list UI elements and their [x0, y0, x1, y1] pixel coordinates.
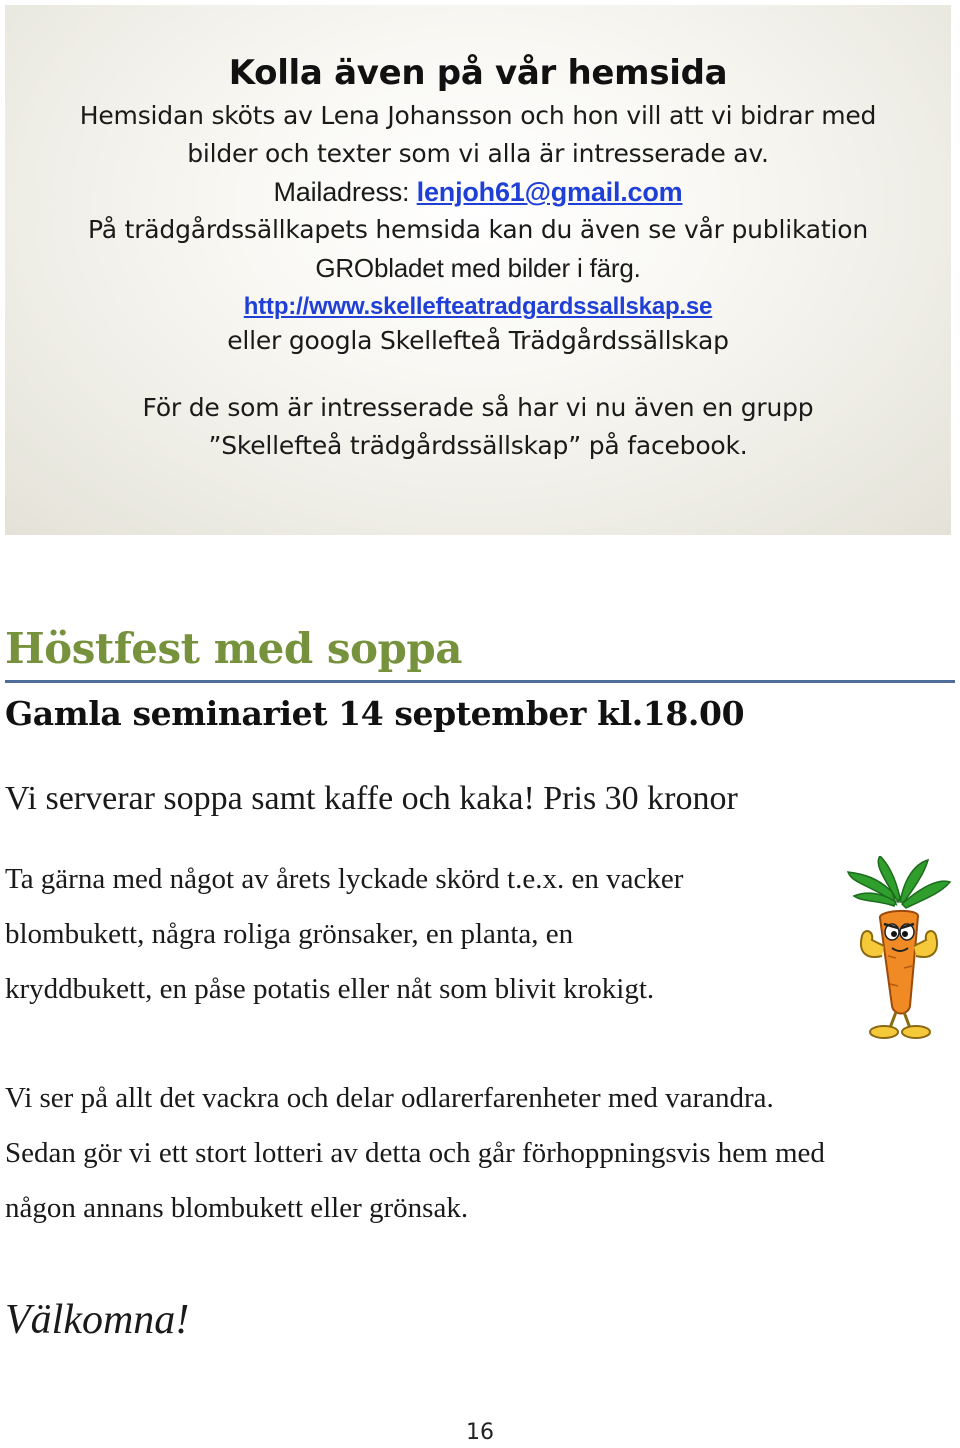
welcome-text: Välkomna! — [5, 1297, 190, 1343]
serve-line: Vi serverar soppa samt kaffe och kaka! Pris 30 kronor — [5, 780, 738, 817]
event-heading: Höstfest med soppa — [5, 624, 462, 673]
paragraph-bring-line-1: Ta gärna med något av årets lyckade skörd t.e.x. en vacker — [5, 863, 684, 895]
info-line-9: ”Skellefteå trädgårdssällskap” på facebook. — [208, 431, 748, 460]
info-line-4: På trädgårdssällkapets hemsida kan du även se vår publikation — [87, 215, 869, 244]
page-number: 16 — [466, 1420, 494, 1445]
paragraph-lottery-line-1: Vi ser på allt det vackra och delar odlarerfarenheter med varandra. — [5, 1082, 774, 1114]
paragraph-bring — [5, 852, 825, 1017]
info-line-7: eller googla Skellefteå Trädgårdssällskap — [227, 326, 729, 355]
paragraph-lottery — [5, 1071, 955, 1236]
mail-prefix: Mailadress: — [273, 177, 417, 207]
info-box — [5, 5, 951, 535]
paragraph-bring-line-2: blombukett, några roliga grönsaker, en planta, en — [5, 918, 574, 950]
info-box-title: Kolla även på vår hemsida — [228, 53, 728, 93]
paragraph-lottery-line-3: någon annans blombukett eller grönsak. — [5, 1192, 469, 1224]
carrot-icon — [844, 856, 954, 1041]
event-subheading: Gamla seminariet 14 september kl.18.00 — [5, 694, 745, 733]
heading-rule — [5, 680, 955, 683]
info-web-line — [5, 291, 951, 321]
info-line-2: bilder och texter som vi alla är intresserade av. — [187, 139, 769, 168]
info-mail-line — [5, 177, 951, 208]
paragraph-bring-line-3: kryddbukett, en påse potatis eller nåt som blivit krokigt. — [5, 973, 655, 1005]
paragraph-lottery-line-2: Sedan gör vi ett stort lotteri av detta och går förhoppningsvis hem med — [5, 1137, 825, 1169]
web-link[interactable]: http://www.skelleftеatradgardssallskap.se — [243, 293, 713, 320]
mail-link[interactable]: lenjoh61@gmail.com — [416, 177, 683, 207]
info-line-5: GRObladet med bilder i färg. — [315, 253, 641, 283]
info-line-1: Hemsidan sköts av Lena Johansson och hon vill att vi bidrar med — [79, 101, 877, 130]
info-line-8: För de som är intresserade så har vi nu även en grupp — [142, 393, 814, 422]
